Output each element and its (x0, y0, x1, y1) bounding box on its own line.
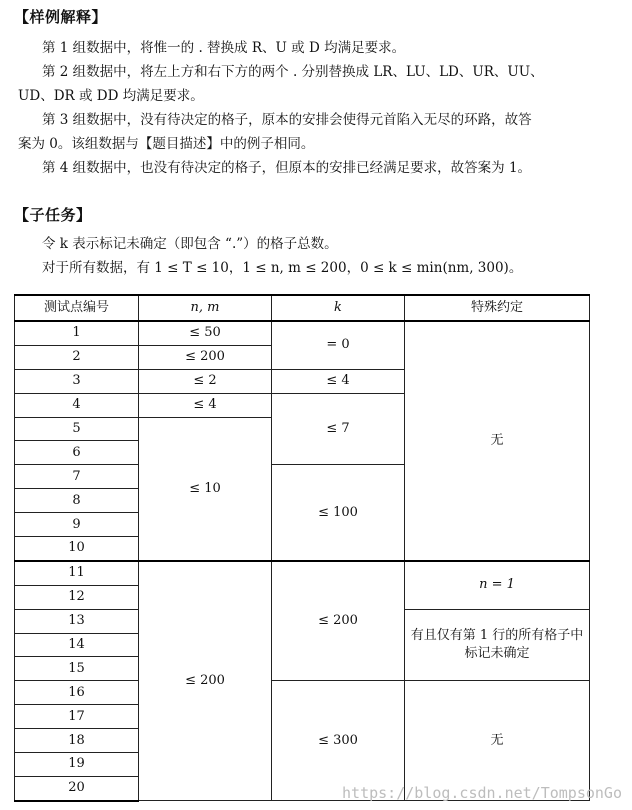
subtasks-body (18, 232, 618, 280)
case-id: 2 (15, 345, 139, 369)
nm-cell: ≤ 50 (139, 321, 272, 345)
case-id: 7 (15, 465, 139, 489)
case-id: 12 (15, 585, 139, 609)
nm-cell: ≤ 200 (139, 561, 272, 801)
k-cell: ≤ 300 (272, 681, 405, 801)
subtasks-line-2: 对于所有数据，有 1 ≤ T ≤ 10，1 ≤ n, m ≤ 200，0 ≤ k ≤ min(nm, 300)。 (42, 260, 523, 276)
header-special: 特殊约定 (405, 295, 590, 321)
case-id: 18 (15, 729, 139, 753)
case-id: 6 (15, 441, 139, 465)
nm-cell: ≤ 2 (139, 369, 272, 393)
header-k: k (272, 295, 405, 321)
table-row (15, 681, 590, 705)
header-case-id: 测试点编号 (15, 295, 139, 321)
case-id: 10 (15, 537, 139, 561)
explanation-line-2: 第 2 组数据中，将左上方和右下方的两个 . 分别替换成 LR、LU、LD、UR、UU、 (42, 64, 544, 80)
case-id: 5 (15, 417, 139, 441)
case-id: 19 (15, 753, 139, 777)
case-id: 17 (15, 705, 139, 729)
explanation-line-4: 第 3 组数据中，没有待决定的格子，原本的安排会使得元首陷入无尽的环路，故答 (42, 112, 532, 128)
sample-explanation-body (18, 36, 618, 180)
explanation-line-3: UD、DR 或 DD 均满足要求。 (18, 88, 204, 104)
explanation-line-1: 第 1 组数据中，将惟一的 . 替换成 R、U 或 D 均满足要求。 (42, 40, 406, 56)
case-id: 11 (15, 561, 139, 585)
case-id: 8 (15, 489, 139, 513)
subtask-table (14, 294, 590, 802)
table-row (15, 561, 590, 585)
header-nm: n, m (139, 295, 272, 321)
nm-cell: ≤ 10 (139, 417, 272, 561)
sample-explanation-heading: 【样例解释】 (14, 8, 108, 26)
explanation-line-5: 案为 0。该组数据与【题目描述】中的例子相同。 (18, 136, 315, 152)
special-cell: 有且仅有第 1 行的所有格子中标记未确定 (405, 609, 590, 681)
explanation-line-6: 第 4 组数据中，也没有待决定的格子，但原本的安排已经满足要求，故答案为 1。 (42, 160, 532, 176)
case-id: 1 (15, 321, 139, 345)
k-cell: ≤ 4 (272, 369, 405, 393)
nm-cell: ≤ 200 (139, 345, 272, 369)
subtasks-line-1: 令 k 表示标记未确定（即包含 “.”）的格子总数。 (42, 236, 338, 252)
case-id: 13 (15, 609, 139, 633)
case-id: 16 (15, 681, 139, 705)
table-row (15, 321, 590, 345)
special-cell: n = 1 (405, 561, 590, 609)
case-id: 20 (15, 776, 139, 800)
case-id: 14 (15, 633, 139, 657)
case-id: 15 (15, 657, 139, 681)
k-cell: ≤ 7 (272, 393, 405, 465)
case-id: 3 (15, 369, 139, 393)
k-cell: ≤ 100 (272, 465, 405, 561)
subtasks-heading: 【子任务】 (14, 206, 92, 224)
case-id: 4 (15, 393, 139, 417)
special-cell: 无 (405, 681, 590, 801)
special-cell: 无 (405, 321, 590, 561)
k-cell: = 0 (272, 321, 405, 369)
table-header-row (15, 295, 590, 321)
watermark: https://blog.csdn.net/TompsonGo (342, 784, 622, 802)
nm-cell: ≤ 4 (139, 393, 272, 417)
k-cell: ≤ 200 (272, 561, 405, 681)
case-id: 9 (15, 513, 139, 537)
